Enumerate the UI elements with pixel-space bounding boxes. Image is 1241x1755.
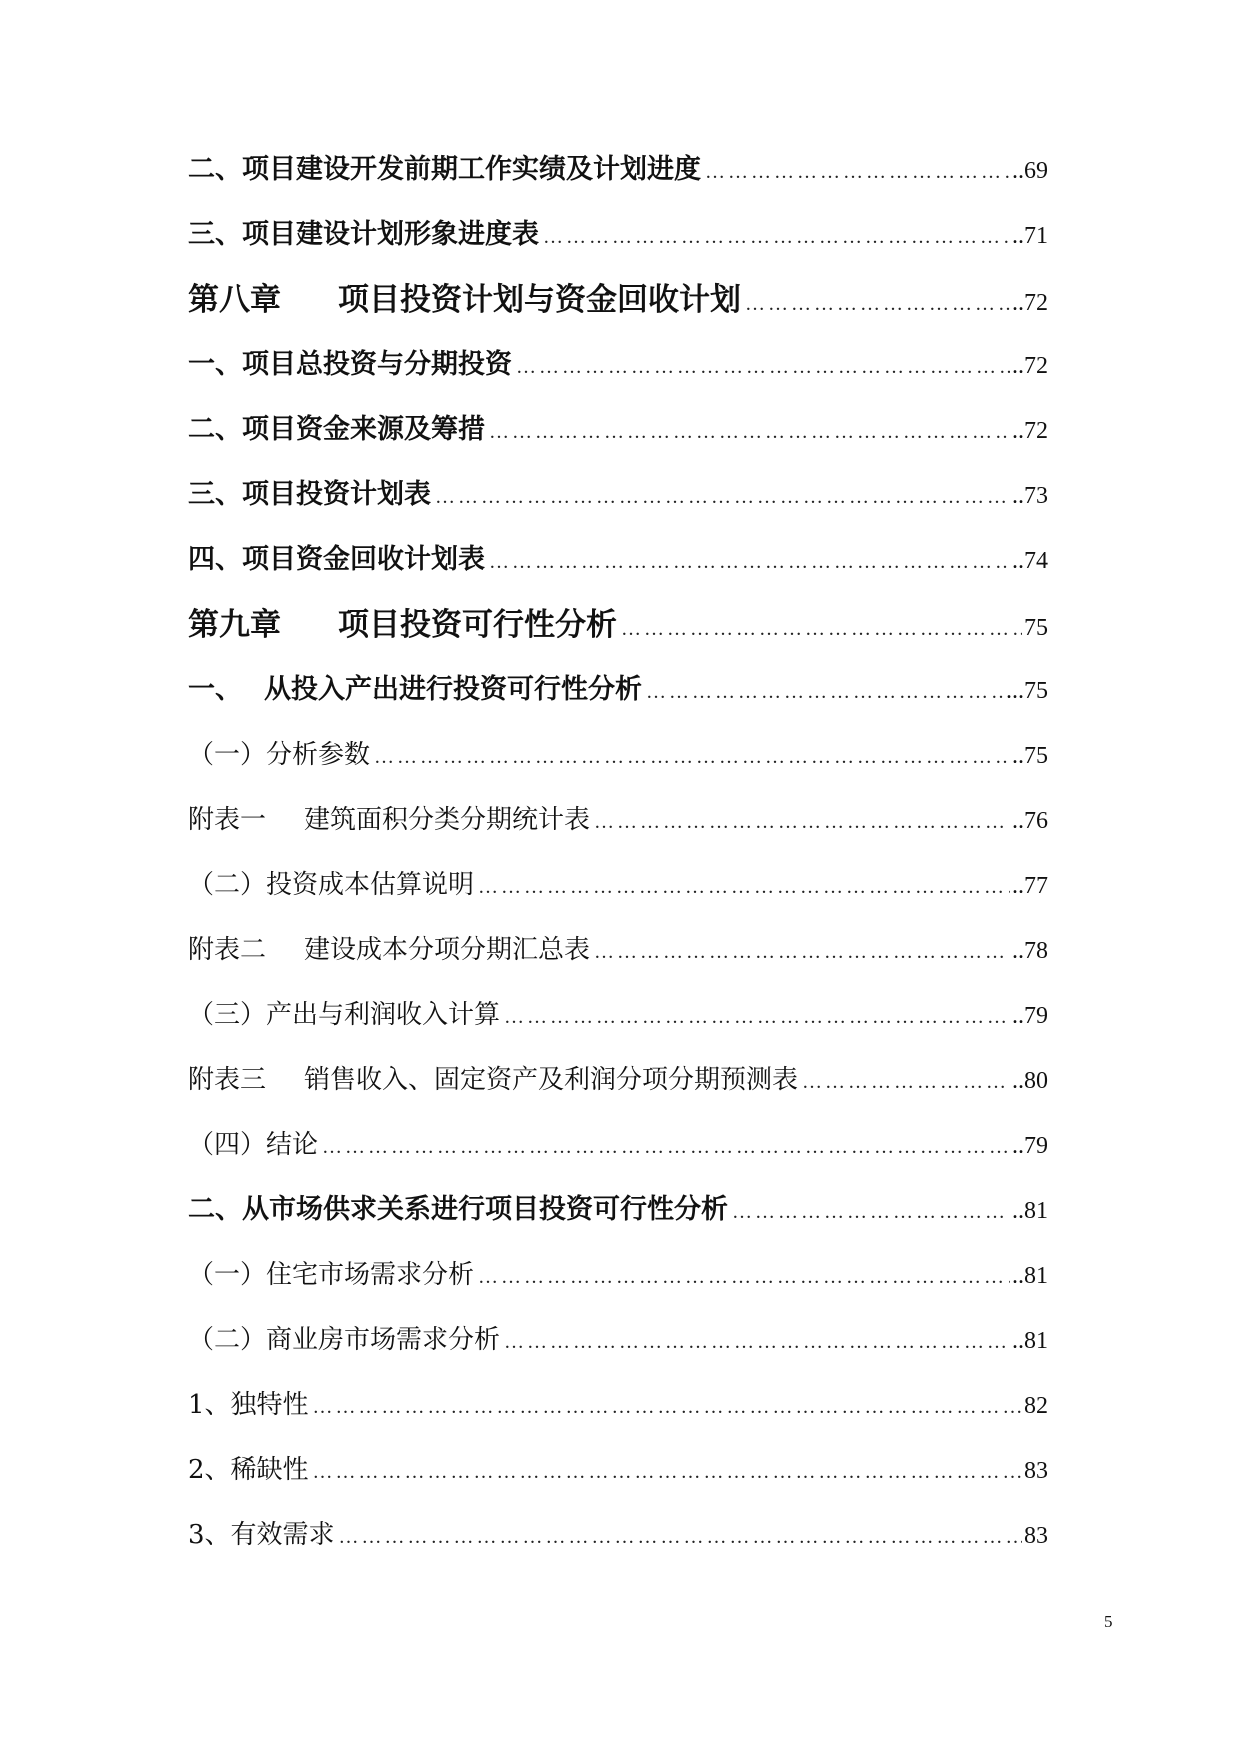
toc-entry <box>188 674 1048 739</box>
toc-entry-title <box>188 804 590 836</box>
toc-subentry <box>188 739 1048 804</box>
toc-entry-page: ..76 <box>1012 808 1048 834</box>
toc-entry <box>188 349 1048 414</box>
toc-entry-page: ..81 <box>1012 1198 1048 1224</box>
dot-leader <box>543 221 1010 253</box>
appendix-number: 附表二 <box>188 935 267 965</box>
toc-entry-page: ..72 <box>1012 353 1048 379</box>
dot-leader <box>594 936 1010 968</box>
toc-entry-title: （二）投资成本估算说明 <box>188 870 475 900</box>
toc-entry-page: ..72 <box>1012 290 1048 316</box>
appendix-number: 附表一 <box>188 805 267 835</box>
dot-leader <box>489 546 1010 578</box>
dot-leader <box>339 1521 1022 1553</box>
appendix-title: 建设成本分项分期汇总表 <box>304 935 591 965</box>
toc-entry-page: 75 <box>1024 615 1048 641</box>
dot-leader <box>504 1001 1010 1033</box>
dot-leader <box>374 741 1010 773</box>
section-title: 从投入产出进行投资可行性分析 <box>264 674 642 705</box>
dot-leader <box>646 676 1004 708</box>
chapter-title: 项目投资可行性分析 <box>338 607 617 643</box>
toc-entry-title <box>188 609 617 641</box>
toc-entry <box>188 479 1048 544</box>
toc-entry-page: ..80 <box>1012 1068 1048 1094</box>
dot-leader <box>745 288 1010 320</box>
toc-entry-title: （二）商业房市场需求分析 <box>188 1325 501 1355</box>
toc-entry-title: （一）住宅市场需求分析 <box>188 1260 475 1290</box>
toc-entry-title: 三、项目建设计划形象进度表 <box>188 219 539 250</box>
toc-entry-title: 2、稀缺性 <box>188 1455 309 1485</box>
toc-entry-page: ..78 <box>1012 938 1048 964</box>
toc-chapter-entry <box>188 284 1048 349</box>
toc-entry-title: 3、有效需求 <box>188 1520 335 1550</box>
toc-entry-page: ..79 <box>1012 1003 1048 1029</box>
toc-entry-page: ..72 <box>1012 418 1048 444</box>
toc-subentry <box>188 869 1048 934</box>
toc-entry-page: 82 <box>1024 1393 1048 1419</box>
toc-entry-title <box>188 284 741 316</box>
dot-leader <box>705 156 1010 188</box>
toc-entry-title: 三、项目投资计划表 <box>188 479 431 510</box>
toc-entry-title: （四）结论 <box>188 1130 319 1160</box>
dot-leader <box>435 481 1010 513</box>
page-number: 5 <box>1104 1612 1113 1631</box>
toc-entry-title: （一）分析参数 <box>188 740 371 770</box>
toc-entry-page: 83 <box>1024 1458 1048 1484</box>
toc-entry-page: ..73 <box>1012 483 1048 509</box>
dot-leader <box>621 613 1022 645</box>
toc-appendix-entry <box>188 1064 1048 1129</box>
appendix-title: 销售收入、固定资产及利润分项分期预测表 <box>304 1065 799 1095</box>
dot-leader <box>594 806 1010 838</box>
toc-entry <box>188 154 1048 219</box>
appendix-title: 建筑面积分类分期统计表 <box>304 805 591 835</box>
toc-subentry <box>188 1324 1048 1389</box>
toc-entry-page: ..77 <box>1012 873 1048 899</box>
toc-entry-page: ...75 <box>1006 678 1048 704</box>
chapter-number: 第八章 <box>188 282 281 318</box>
appendix-number: 附表三 <box>188 1065 267 1095</box>
toc-entry-page: 83 <box>1024 1523 1048 1549</box>
toc-entry-page: ..81 <box>1012 1263 1048 1289</box>
dot-leader <box>489 416 1010 448</box>
toc-subentry <box>188 999 1048 1064</box>
toc-entry-title: 一、项目总投资与分期投资 <box>188 349 512 380</box>
toc-entry <box>188 1194 1048 1259</box>
toc-subentry <box>188 1519 1048 1584</box>
toc-entry <box>188 414 1048 479</box>
toc-subentry <box>188 1454 1048 1519</box>
chapter-title: 项目投资计划与资金回收计划 <box>338 282 741 318</box>
toc-entry-title: 1、独特性 <box>188 1390 309 1420</box>
toc-chapter-entry <box>188 609 1048 674</box>
dot-leader <box>313 1391 1022 1423</box>
toc-subentry <box>188 1259 1048 1324</box>
toc-entry-title: （三）产出与利润收入计算 <box>188 1000 501 1030</box>
toc-entry-page: ..69 <box>1012 158 1048 184</box>
dot-leader <box>516 351 1010 383</box>
dot-leader <box>478 871 1010 903</box>
toc-entry-page: ..79 <box>1012 1133 1048 1159</box>
table-of-contents <box>188 154 1048 1584</box>
dot-leader <box>313 1456 1022 1488</box>
dot-leader <box>802 1066 1010 1098</box>
toc-entry-title <box>188 1064 798 1096</box>
toc-subentry <box>188 1389 1048 1454</box>
dot-leader <box>504 1326 1010 1358</box>
chapter-number: 第九章 <box>188 607 281 643</box>
toc-entry-title <box>188 934 590 966</box>
toc-subentry <box>188 1129 1048 1194</box>
toc-entry-title: 二、项目资金来源及筹措 <box>188 414 485 445</box>
toc-entry-title <box>188 674 642 706</box>
toc-entry <box>188 219 1048 284</box>
toc-appendix-entry <box>188 804 1048 869</box>
toc-entry-title: 二、项目建设开发前期工作实绩及计划进度 <box>188 154 701 185</box>
dot-leader <box>478 1261 1010 1293</box>
dot-leader <box>322 1131 1010 1163</box>
toc-entry-page: ..74 <box>1012 548 1048 574</box>
toc-entry-title: 二、从市场供求关系进行项目投资可行性分析 <box>188 1194 728 1225</box>
toc-appendix-entry <box>188 934 1048 999</box>
dot-leader <box>732 1196 1010 1228</box>
toc-entry-page: ..81 <box>1012 1328 1048 1354</box>
section-prefix: 一、 <box>188 674 242 705</box>
toc-entry <box>188 544 1048 609</box>
toc-entry-page: ..75 <box>1012 743 1048 769</box>
toc-entry-title: 四、项目资金回收计划表 <box>188 544 485 575</box>
toc-entry-page: ..71 <box>1012 223 1048 249</box>
